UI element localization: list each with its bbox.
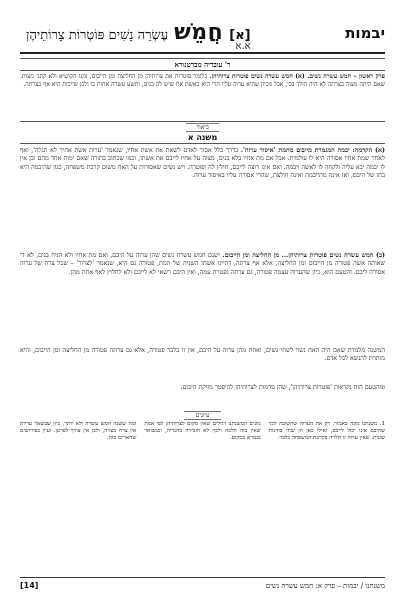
explanation-label: ביאור <box>186 123 219 132</box>
chapter-title: חֲמֵשׁ <box>174 20 224 45</box>
page-footer <box>20 577 385 590</box>
paragraph-name-reason: ומהטעם הזה נקראות 'פוטרות צרותיהן', שהן גורמות לצרותיהן להיפטר מזיקת היבום. <box>180 384 385 391</box>
title-row <box>26 20 251 45</box>
paragraph-fifteen-women <box>20 252 385 344</box>
mishna-reference: [א] <box>229 28 251 43</box>
paragraph-text: בדרך כלל אסור לאדם לשאת את אשת אחיו, שנאמר 'ערות אשת אחיך לא תגלה', ואף לאחר שמת אחיו אסורה היא לו עולמית. אבל אם מת אחיו בלא בנים, מצוה על אחיו לייבם את אשתו, וכמו שכתוב בתורה שאם ימות אחד מהם ובן אין לו יבמה יבא עליה ולקחה לו לאשה ויבמה. ואם אינו רוצה לייבם, חולץ לה ופוטרה. ויש נשים שאסורות על האח משום קרבת משפחה, כגון שהיבמה היא בתו של היבם, ואז אינה מתייבמת ואינה חולצת, שהרי אסורה עליו באיסור ערוה. <box>20 147 385 180</box>
notes-heading <box>20 412 385 419</box>
paragraph-lead: (ב) חמש עשרה נשים פוטרות צרותיהן... מן החליצה ומן הייבום. <box>222 252 385 259</box>
mishna-heading: משנה א <box>20 133 385 144</box>
commentary-body: כלומר פוטרות את צרותיהן מן החליצה ומן הייבום, ומנו הקושיא ולא קתני מצות. שאם היתה מצוה בצרתה לא היה הולך בכי, אבל מכיון שהיא ערוה עליו הרי היא כאשת אח שיש לה בנים, ותשע עשרה אחות בו ולכן שייכות היא אף בצרתה. <box>20 73 385 88</box>
commentary-lead: פרק ראשון – חמש עשרה נשים. (א) חמש עשרה נשים פוטרות צרותיהן. <box>209 73 385 80</box>
notes-label: עיונים <box>184 411 222 420</box>
paragraph-introduction <box>20 147 385 249</box>
note-column-2: מונים המשנתנו רגילים שאין מקום לצרותיהן לפי אמת שאין בזה הלכה ולכך לא הזכירה בדבריה, וכמבואר בגמרא במקום. <box>144 421 261 441</box>
chapter-title-block <box>26 20 251 52</box>
note-column-1: 1. משנתנו מונה כאמור, רק את הערוה שחשובה לכך שהיבם אינו יכול לייבם, ואילו כאן הן שתי בחינות שונות. שאין ערוה זו תלויה בקרבת המשפחה בלבד. <box>268 421 385 441</box>
commentary-banner: ר' עובדיה מברטנורא <box>20 58 385 71</box>
daf-reference: א.א <box>235 41 251 52</box>
page-number: [14] <box>20 581 39 590</box>
paragraph-text: ישנם חמש עשרה נשים שהן ערוה על היבם, ואם מת אחיו ולא הניח בנים, לא די שאותה אשה פטורה מן הייבום ומן החליצה, אלא אף צרתה, דהיינו אשתו השניה של המת, פטורה גם היא, שנאמר 'לצרור' – שכל צרה של ערוה אסורה ליבם. והטעם הוא, כיון שהערוה עצמה פטורה, גם צרתה נפטרת עמה, ואין היבם רשאי לא לייבם ולא לחלוץ לאף אחת מהן. <box>20 252 385 276</box>
paragraph-lead: (א) הקדמה: יבמה המגמרת מייבום מחמת 'איסור ערוה'. <box>240 147 385 154</box>
bartenura-commentary <box>20 73 385 122</box>
tractate-name: יבמות <box>345 24 385 42</box>
chapter-subtitle: עֶשְׂרֵה נָשִׁים פּוֹטְרוֹת צָרוֹתֵיהֶן <box>26 28 169 43</box>
explanation-section-bar <box>20 124 385 131</box>
footnotes <box>20 421 385 465</box>
footer-running-title: משנתנו / יבמות – פרק א: חמש עשרה נשים <box>265 581 385 590</box>
paragraph-rule: המשנה מלמדת שאם היה האח נשוי לשתי נשים, ואחת מהן ערוה על היבם, אין זו בלבד פטורה, אלא גם צרתה פטורה מן החליצה ומן הייבום, והיא מותרת להנשא לכל אדם. <box>20 347 385 363</box>
page-header <box>20 12 385 54</box>
note-column-3: ומה ששנה חמש עשרה ולא יותר, כיון שבשאר עריות אין צרה מצויה, ולכן אין צורך לפרטן. ועיין בפירושים שהאריכו בזה. <box>20 421 137 441</box>
